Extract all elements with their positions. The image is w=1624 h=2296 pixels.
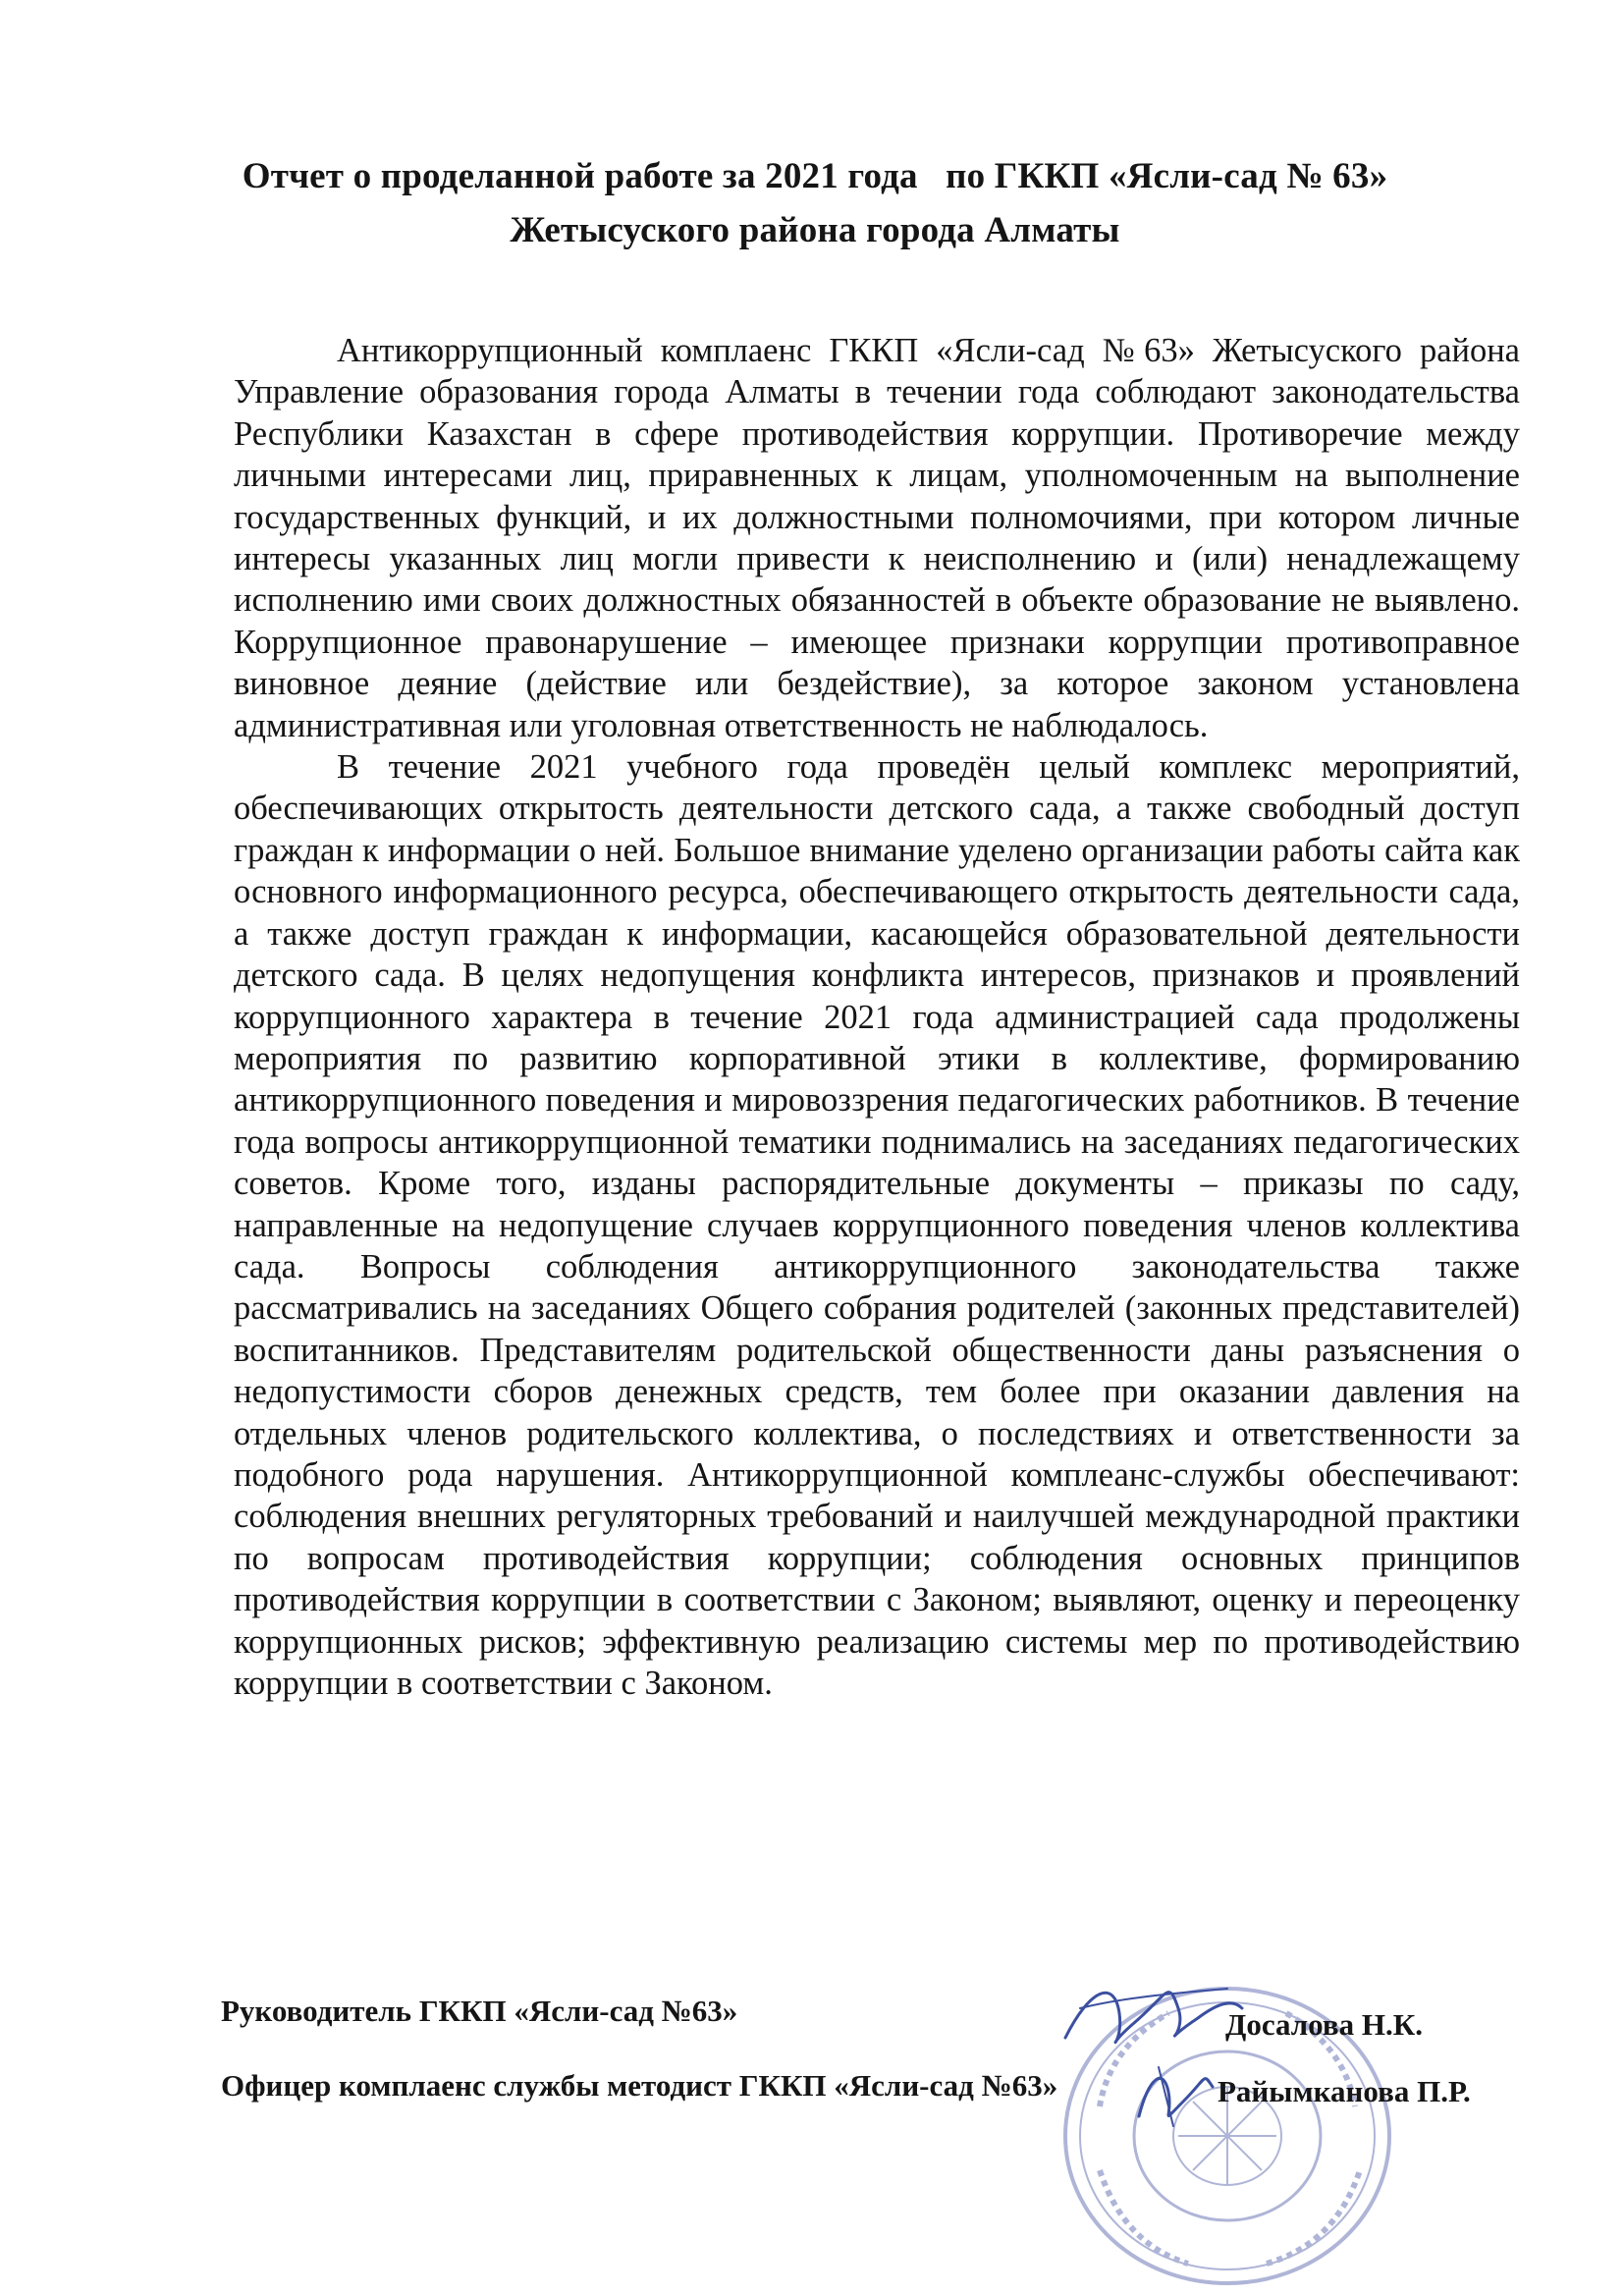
title-line-1: Отчет о проделанной работе за 2021 года по ГККП «Ясли-сад № 63» (242, 156, 1388, 196)
head-signature-icon (1060, 1969, 1247, 2057)
document-title (177, 149, 1453, 257)
officer-role: Офицер комплаенс службы методист ГККП «Ясли-сад №63» (221, 2068, 1058, 2103)
document-body (234, 330, 1520, 1704)
head-name: Досалова Н.К. (1225, 2007, 1423, 2042)
title-line-2: Жетысуского района города Алматы (510, 210, 1120, 250)
paragraph-2: В течение 2021 учебного года проведён целый комплекс мероприятий, обеспечивающих открытость деятельности детского сада, а также свободный доступ граждан к информации о ней. Большое внимание уделено организации работы сайта как основного информационного ресурса, обеспечивающего открытость деятельности сада, а также доступ граждан к информации, касающейся образовательной деятельности детского сада. В целях недопущения конфликта интересов, признаков и проявлений коррупционного характера в течение 2021 года администрацией сада продолжены мероприятия по развитию корпоративной этики в коллективе, формированию антикоррупционного поведения и мировоззрения педагогических работников. В течение года вопросы антикоррупционной тематики поднимались на заседаниях педагогических советов. Кроме того, изданы распорядительные документы – приказы по саду, направленные на недопущение случаев коррупционного поведения членов коллектива сада. Вопросы соблюдения антикоррупционного законодательства также рассматривались на заседаниях Общего собрания родителей (законных представителей) воспитанников. Представителям родительской общественности даны разъяснения о недопустимости сборов денежных средств, тем более при оказании давления на отдельных членов родительского коллектива, о последствиях и ответственности за подобного рода нарушения. Антикоррупционной комплеанс-службы обеспечивают: соблюдения внешних регуляторных требований и наилучшей международной практики по вопросам противодействия коррупции; соблюдения основных принципов противодействия коррупции в соответствии с Законом; выявляют, оценку и переоценку коррупционных рисков; эффективную реализацию системы мер по противодействию коррупции в соответствии с Законом. (234, 748, 1520, 1702)
head-role: Руководитель ГККП «Ясли-сад №63» (221, 1994, 738, 2028)
officer-name: Райымканова П.Р. (1218, 2074, 1471, 2108)
paragraph-1: Антикоррупционный комплаенс ГККП «Ясли-сад №63» Жетысуского района Управление образования города Алматы в течении года соблюдают законодательства Республики Казахстан в сфере противодействия коррупции. Противоречие между личными интересами лиц, приравненных к лицам, уполномоченным на выполнение государственных функций, и их должностными полномочиями, при котором личные интересы указанных лиц могли привести к неисполнению и (или) ненадлежащему исполнению ими своих должностных обязанностей в объекте образование не выявлено. Коррупционное правонарушение – имеющее признаки коррупции противоправное виновное деяние (действие или бездействие), за которое законом установлена административная или уголовная ответственность не наблюдалось. (234, 332, 1520, 744)
officer-signature-icon (1129, 2057, 1222, 2136)
